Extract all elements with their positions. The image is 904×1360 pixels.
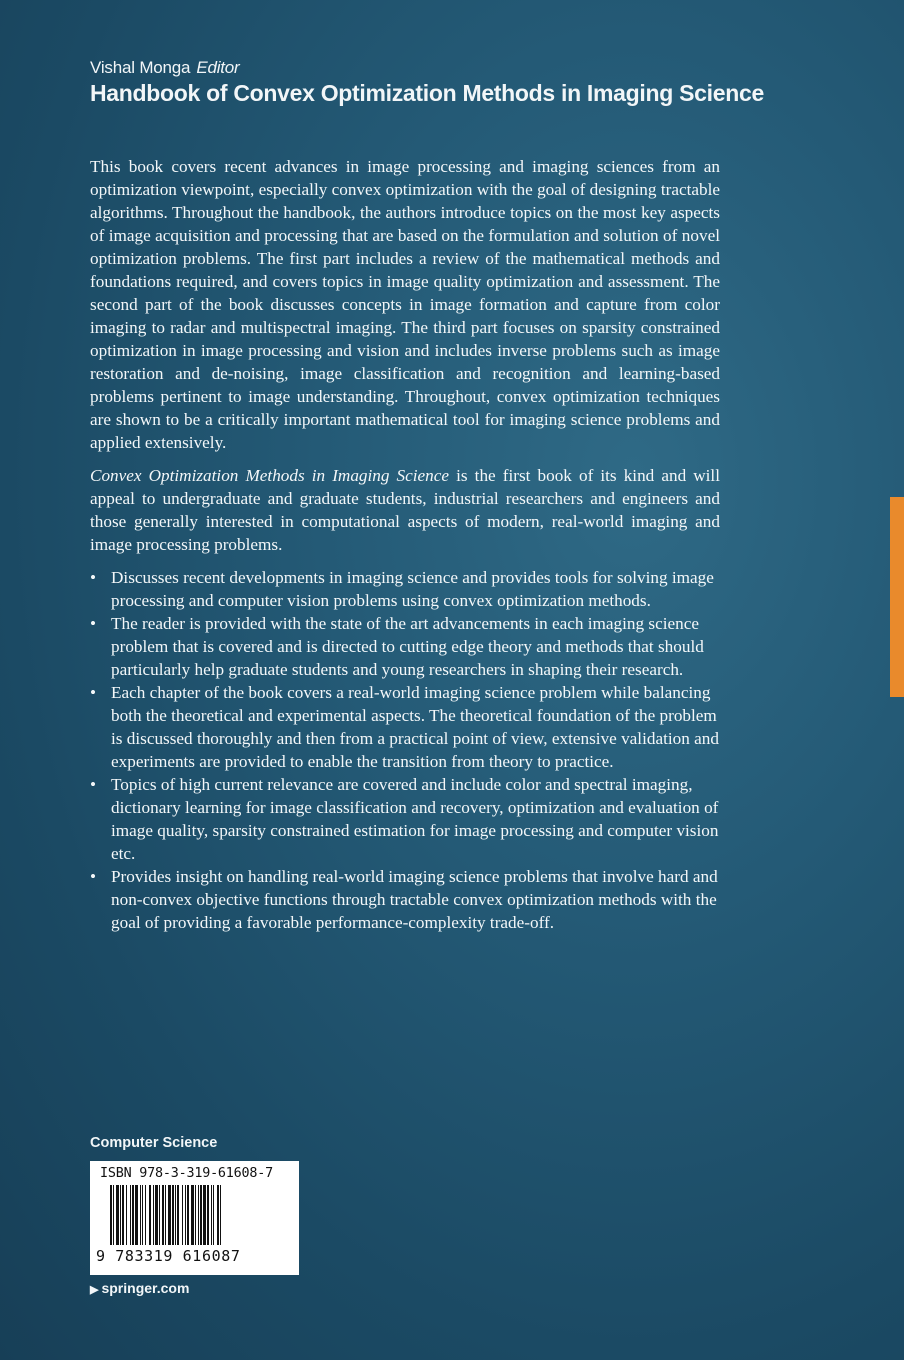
barcode-icon [110, 1185, 282, 1245]
barcode-bar [203, 1185, 206, 1245]
description [90, 155, 720, 934]
list-item [90, 681, 720, 773]
list-item [90, 865, 720, 934]
barcode-bar [211, 1185, 212, 1245]
barcode-bar [177, 1185, 179, 1245]
barcode-bar [110, 1185, 112, 1245]
editor-name: Vishal Monga [90, 58, 191, 77]
barcode-bar [140, 1185, 141, 1245]
barcode-bar [145, 1185, 146, 1245]
barcode-bar [149, 1185, 151, 1245]
barcode-bar [195, 1185, 196, 1245]
barcode-bar [142, 1185, 143, 1245]
barcode-bar [198, 1185, 199, 1245]
isbn-label: ISBN 978-3-319-61608-7 [100, 1166, 273, 1181]
barcode-bar [165, 1185, 166, 1245]
publisher-website: springer.com [101, 1280, 190, 1296]
barcode-bar [182, 1185, 183, 1245]
barcode-bar [191, 1185, 194, 1245]
barcode-bar [185, 1185, 186, 1245]
description-paragraph-1: This book covers recent advances in image processing and imaging sciences from an optimization viewpoint, especially convex optimization with the goal of designing tractable algorithms. Throughout the handbook, the authors introduce topics on the most key aspects of image acquisition and processing that are based on the formulation and solution of novel optimization problems. The first part includes a review of the mathematical methods and foundations required, and covers topics in image quality optimization and assessment. The second part of the book discusses concepts in image formation and capture from color imaging to radar and multispectral imaging. The third part focuses on sparsity constrained optimization in image processing and vision and includes inverse problems such as image restoration and de-noising, image classification and recognition and learning-based problems pertinent to image understanding. Throughout, convex optimization techniques are shown to be a critically important mathematical tool for imaging science problems and applied extensively. [90, 157, 720, 452]
list-item [90, 773, 720, 865]
barcode-bar [172, 1185, 174, 1245]
feature-list [90, 566, 720, 934]
bullet-icon: • [90, 568, 97, 587]
publisher-link[interactable] [90, 1280, 189, 1296]
list-item-text: Each chapter of the book covers a real-world imaging science problem while balancing both the theoretical and experimental aspects. The theoretical foundation of the problem is discussed thoroughly and then from a practical point of view, extensive validation and experiments are provided to enable the transition from theory to practice. [111, 683, 719, 771]
barcode-bar [120, 1185, 121, 1245]
list-item-text: The reader is provided with the state of the art advancements in each imaging science problem that is covered and is directed to cutting edge theory and methods that should particularly help graduate students and young researchers in shaping their research. [111, 614, 704, 679]
paragraph-2-text: is the first book of its kind and will appeal to undergraduate and graduate students, industrial researchers and engineers and those generally interested in computational aspects of modern, real-world imaging and image processing problems. [90, 466, 720, 554]
barcode-bar [220, 1185, 221, 1245]
barcode-bar [153, 1185, 154, 1245]
barcode-digits: 9 783319 616087 [96, 1247, 241, 1265]
list-item-text: Provides insight on handling real-world imaging science problems that involve hard and non-convex objective functions through tractable convex optimization methods with the goal of providing a favorable performance-complexity trade-off. [111, 867, 718, 932]
bullet-icon: • [90, 683, 97, 702]
barcode-bar [132, 1185, 134, 1245]
editor-line [90, 58, 790, 78]
barcode-bar [200, 1185, 202, 1245]
barcode-bar [187, 1185, 189, 1245]
bullet-icon: • [90, 614, 97, 633]
barcode-bar [130, 1185, 131, 1245]
barcode-bar [162, 1185, 164, 1245]
barcode-bar [217, 1185, 219, 1245]
barcode-bar [135, 1185, 138, 1245]
barcode-bar [126, 1185, 127, 1245]
barcode-bar [213, 1185, 214, 1245]
barcode-bar [116, 1185, 119, 1245]
barcode-bar [122, 1185, 124, 1245]
barcode-bar [168, 1185, 171, 1245]
orange-edge-tab [890, 497, 904, 697]
editor-role: Editor [196, 58, 240, 77]
list-item [90, 566, 720, 612]
barcode-bar [175, 1185, 176, 1245]
description-paragraph-2 [90, 464, 720, 556]
list-item-text: Discusses recent developments in imaging science and provides tools for solving image processing and computer vision problems using convex optimization methods. [111, 568, 714, 610]
list-item [90, 612, 720, 681]
isbn-barcode [90, 1161, 299, 1275]
bullet-icon: • [90, 867, 97, 886]
bullet-icon: • [90, 775, 97, 794]
list-item-text: Topics of high current relevance are covered and include color and spectral imaging, dictionary learning for image classification and recovery, optimization and evaluation of image quality, sparsity constrained estimation for image processing and computer vision etc. [111, 775, 719, 863]
subject-category: Computer Science [90, 1135, 218, 1151]
paragraph-book-title: Convex Optimization Methods in Imaging Science [90, 466, 450, 485]
barcode-bar [207, 1185, 209, 1245]
book-title: Handbook of Convex Optimization Methods in Imaging Science [90, 80, 764, 106]
barcode-bar [113, 1185, 114, 1245]
barcode-bar [159, 1185, 160, 1245]
barcode-bar [155, 1185, 158, 1245]
arrow-right-icon: ▶ [90, 1284, 99, 1296]
header [90, 58, 790, 107]
